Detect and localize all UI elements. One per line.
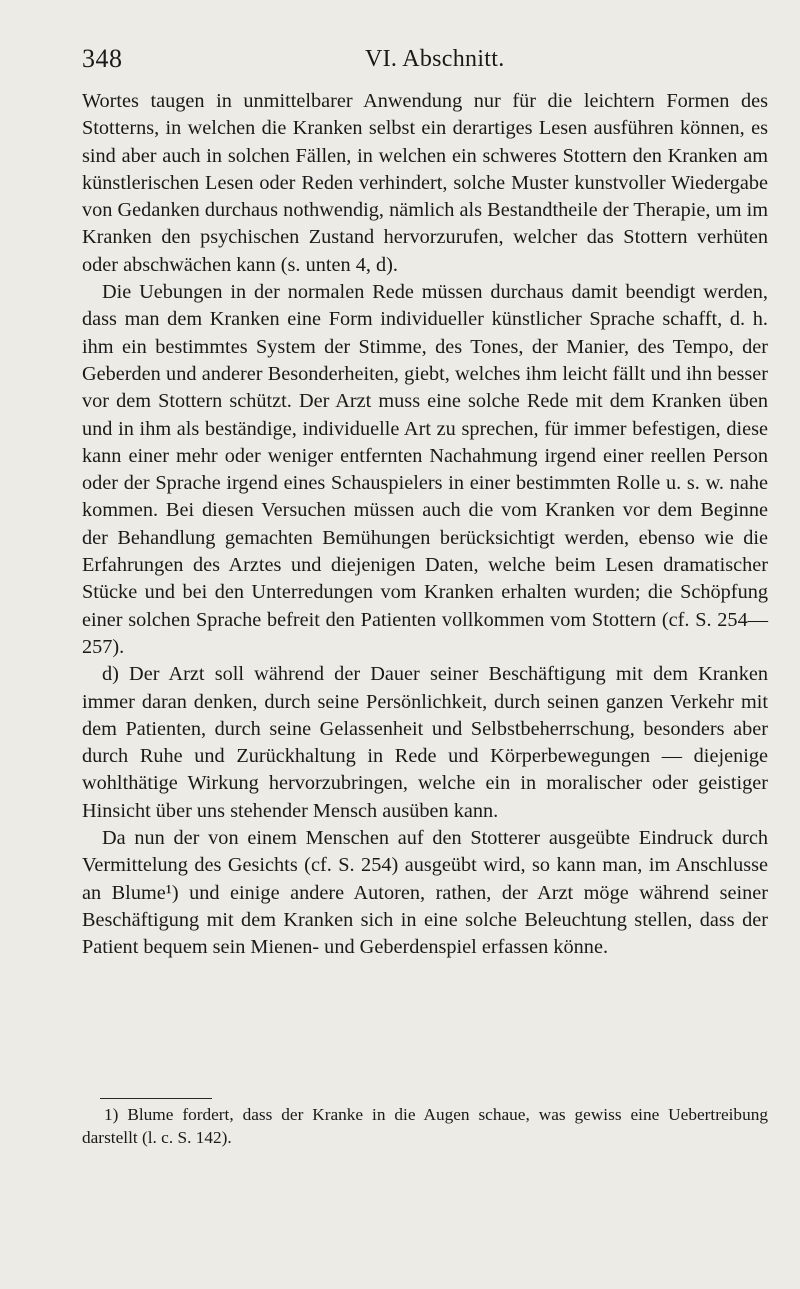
page-number: 348 <box>82 44 123 73</box>
footnote-divider <box>100 1098 212 1099</box>
paragraph-3: d) Der Arzt soll während der Dauer seiner Beschäftigung mit dem Kranken immer daran denken, durch seine Persönlichkeit, durch seinen ganzen Verkehr mit dem Patienten, durch seine Gelassenheit und Selbstbeherrschung, besonders aber durch Ruhe und Zurückhaltung in Rede und Körperbewegungen — diejenige wohlthätige Wirkung hervorzubringen, welche ein in moralischer oder geistiger Hinsicht über uns stehender Mensch ausüben kann. <box>82 663 768 822</box>
page-header <box>0 44 800 78</box>
paragraph-2: Die Uebungen in der normalen Rede müssen durchaus damit beendigt werden, dass man dem Kranken eine Form individueller künstlicher Sprache schafft, d. h. ihm ein bestimmtes System der Stimme, des Tones, der Manier, des Tempo, der Geberden und anderer Besonderheiten, giebt, welches ihm leicht fällt und ihn besser vor dem Stottern schützt. Der Arzt muss eine solche Rede mit dem Kranken üben und in ihm als beständige, individuelle Art zu sprechen, für immer befestigen, diese kann einer mehr oder weniger entfernten Nachahmung irgend einer reellen Person oder der Sprache irgend eines Schauspielers in einer bestimmten Rolle u. s. w. nahe kommen. Bei diesen Versuchen müssen auch die vom Kranken vor dem Beginne der Behandlung gemachten Bemühungen berücksichtigt werden, ebenso wie die Erfahrungen des Arztes und diejenigen Daten, welche beim Lesen dramatischer Stücke und bei den Unterredungen vom Kranken erhalten wurden; die Schöpfung einer solchen Sprache befreit den Patienten vollkommen vom Stottern (cf. S. 254—257). <box>82 281 768 658</box>
running-title: VI. Abschnitt. <box>365 46 505 72</box>
footnote <box>82 1104 768 1149</box>
paragraph-4: Da nun der von einem Menschen auf den Stotterer ausgeübte Eindruck durch Vermittelung des Gesichts (cf. S. 254) ausgeübt wird, so kann man, im Anschlusse an Blume¹) und einige andere Autoren, rathen, der Arzt möge während seiner Beschäftigung mit dem Kranken sich in eine solche Beleuchtung stellen, dass der Patient bequem sein Mienen- und Geberdenspiel erfassen könne. <box>82 827 768 959</box>
footnote-text: 1) Blume fordert, dass der Kranke in die Augen schaue, was gewiss eine Uebertreibung darstellt (l. c. S. 142). <box>82 1105 768 1147</box>
paragraph-1: Wortes taugen in unmittelbarer Anwendung nur für die leichtern Formen des Stotterns, in welchen die Kranken selbst ein derartiges Lesen ausführen können, es sind aber auch in solchen Fällen, in welchen ein schweres Stottern den Kranken am künstlerischen Lesen oder Reden verhindert, solche Muster kunstvoller Wiedergabe von Gedanken durchaus nothwendig, nämlich als Bestandtheile der Therapie, um im Kranken den psychischen Zustand hervorzurufen, welcher das Stottern verhüten oder abschwächen kann (s. unten 4, d). <box>82 90 768 276</box>
body-text <box>82 88 768 962</box>
